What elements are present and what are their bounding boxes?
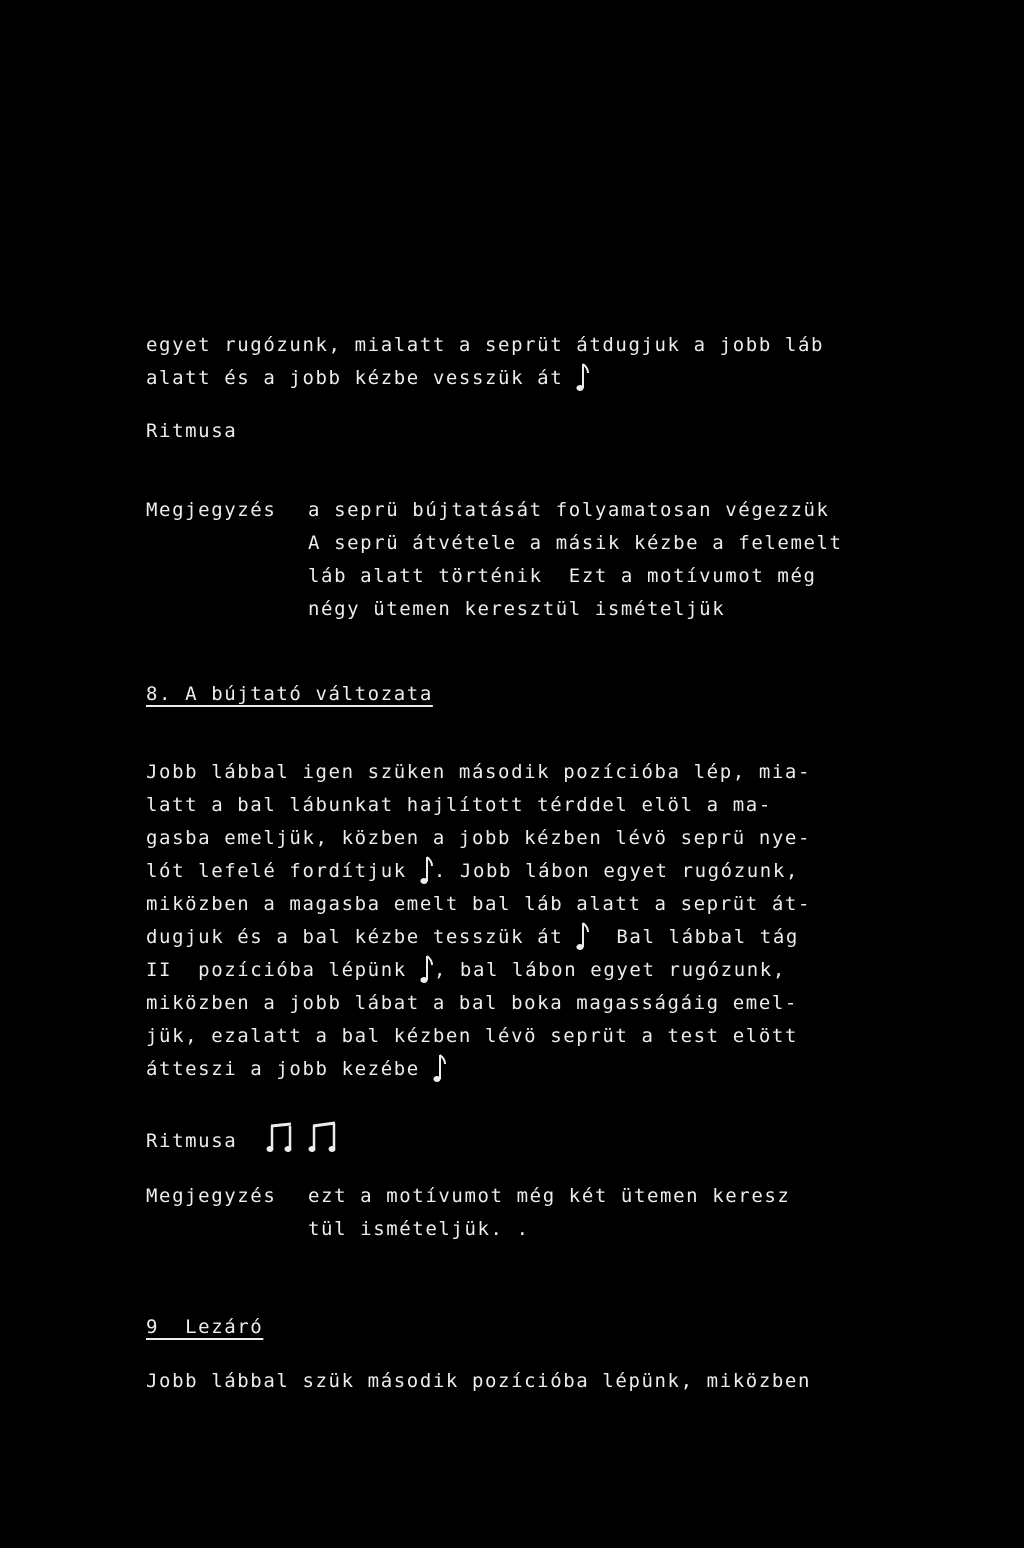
eighth-note-icon (576, 366, 590, 390)
body-line: Jobb lábbal szük második pozícióba lépünk, miközben (146, 1370, 811, 1392)
body-line-with-note (146, 859, 799, 883)
text-fragment: dugjuk és a bal kézbe tesszük át (146, 926, 564, 948)
note-label: Megjegyzés (146, 1185, 277, 1207)
text-fragment: II pozícióba lépünk (146, 959, 407, 981)
section-heading: 8. A bújtató változata (146, 683, 433, 705)
note-line: tül ismételjük. . (308, 1218, 530, 1240)
text-fragment: lót lefelé fordítjuk (146, 860, 407, 882)
text-fragment: , bal lábon egyet rugózunk, (433, 959, 786, 981)
note-label: Megjegyzés (146, 499, 277, 521)
body-line-with-note (146, 925, 799, 949)
rhythm-pattern-icon (266, 1118, 366, 1161)
note-line: a seprü bújtatását folyamatosan végezzük (308, 499, 830, 521)
note-line: láb alatt történik Ezt a motívumot még (308, 565, 817, 587)
text-fragment: . Jobb lábon egyet rugózunk, (433, 860, 799, 882)
note-line: A seprü átvétele a másik kézbe a felemelt (308, 532, 843, 554)
text-fragment: átteszi a jobb kezébe (146, 1058, 420, 1080)
text-line: egyet rugózunk, mialatt a seprüt átdugjuk a jobb láb (146, 334, 825, 356)
rhythm-label: Ritmusa (146, 420, 238, 442)
section-heading: 9 Lezáró (146, 1316, 264, 1338)
body-line: latt a bal lábunkat hajlított térddel elöl a ma- (146, 794, 772, 816)
rhythm-label: Ritmusa (146, 1130, 238, 1152)
text-fragment: Bal lábbal tág (616, 926, 799, 948)
body-line: miközben a magasba emelt bal láb alatt a seprüt át- (146, 893, 811, 915)
note-line: ezt a motívumot még két ütemen keresz (308, 1185, 791, 1207)
text-line-with-note (146, 366, 590, 390)
eighth-note-icon (576, 925, 590, 949)
body-line-with-note (146, 1057, 447, 1081)
body-line: jük, ezalatt a bal kézben lévö seprüt a test elött (146, 1025, 798, 1047)
body-line: Jobb lábbal igen szüken második pozícióba lép, mia- (146, 761, 811, 783)
note-line: négy ütemen keresztül ismételjük (308, 598, 726, 620)
text-fragment: alatt és a jobb kézbe vesszük át (146, 367, 564, 389)
body-line-with-note (146, 958, 786, 982)
body-line: miközben a jobb lábat a bal boka magasságáig emel- (146, 992, 798, 1014)
body-line: gasba emeljük, közben a jobb kézben lévö seprü nye- (146, 827, 811, 849)
eighth-note-icon (420, 958, 434, 982)
eighth-note-icon (420, 859, 434, 883)
eighth-note-icon (433, 1057, 447, 1081)
